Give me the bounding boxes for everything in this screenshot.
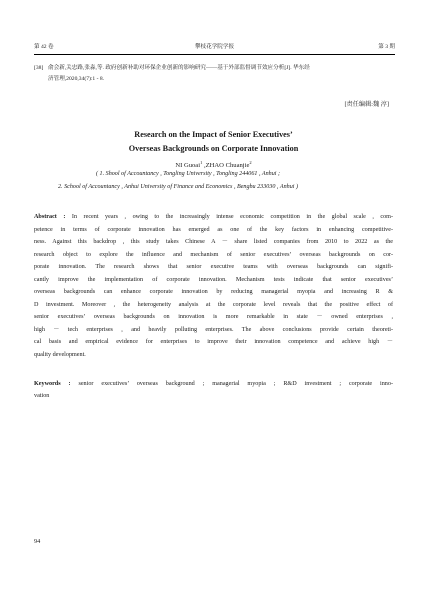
affiliation-marker: 2 [249, 160, 252, 165]
responsible-editor: [责任编辑:魏 淳] [344, 101, 389, 108]
reference-line-2: 济管理,2020,34(7):1 - 8. [48, 76, 105, 82]
abstract-line: petence in terms of corporate innovation has emerged as one of the key factors in enhancing competitive- [34, 226, 393, 233]
abstract-line: high － tech enterprises , and heavily polluting enterprises. The above conclusions provide certain theoreti- [34, 326, 393, 333]
abstract-line: Abstract : In recent years , owing to the increasingly intense economic competition in the global scale , com- [34, 214, 393, 220]
reference-entry [34, 63, 393, 85]
running-header [34, 43, 395, 55]
abstract-label: Abstract : [34, 214, 66, 220]
volume-label: 第 42 卷 [34, 44, 54, 50]
title-line-1: Research on the Impact of Senior Executives’ [134, 130, 293, 139]
english-title [0, 128, 427, 156]
affiliation-1: ( 1. Shool of Accountancy , Tongling University , Tongling 244061 , Anhui ; [96, 171, 280, 177]
abstract-line: research object to explore the influence and mechanism of senior executives’ overseas backgrounds on cor- [34, 251, 393, 258]
keywords [34, 378, 393, 402]
abstract-line: senior executives’ overseas backgrounds on innovation is more remarkable in state － owned enterprises , [34, 314, 393, 321]
issue-label: 第 3 期 [378, 44, 395, 50]
abstract-line: D investment. Moreover , the heterogeneity analysis at the corporate level reveals that the positive effect of [34, 301, 393, 308]
reference-number: [38] [34, 65, 44, 71]
author-list [0, 158, 427, 170]
journal-name: 攀枝花学院学报 [194, 44, 235, 50]
keywords-line: Keywords : senior executives’ overseas background ; managerial myopia ; R&D investment ; corporate inno- [34, 381, 393, 387]
keywords-label: Keywords : [34, 381, 71, 387]
abstract-line: overseas backgrounds can enhance corporate innovation by reducing managerial myopia and increasing R & [34, 289, 393, 296]
affiliation-marker: 1 [200, 160, 203, 165]
abstract-line: cantly improve the implementation of corporate innovation. Mechanism tests indicate that senior executives’ [34, 276, 393, 283]
abstract-line: porate innovation. The research shows that senior executive teams with overseas backgrounds can signifi- [34, 264, 393, 271]
author-name: ZHAO Chuanjie [205, 162, 250, 170]
abstract [34, 211, 393, 362]
affiliation-2: 2. School of Accountancy , Anhui University of Finance and Economics , Bengbu 233030 , Anhui ) [58, 184, 298, 190]
abstract-line: ness. Against this backdrop , this study takes Chinese A － share listed companies from 2010 to 2022 as the [34, 239, 393, 246]
title-line-2: Overseas Backgrounds on Corporate Innovation [128, 144, 299, 153]
page-number: 94 [34, 538, 41, 545]
abstract-line: quality development. [34, 352, 86, 359]
keywords-line: vation [34, 393, 50, 400]
abstract-line: cal basis and empirical evidence for enterprises to improve their innovation competence and achieve high － [34, 339, 393, 346]
author-name: NI Guoai [175, 162, 201, 170]
author-separator: , [202, 162, 206, 170]
reference-line-1: 俞会新,关忠路,张淼,等. 政府创新补助对环保企业创新的影响研究——基于外部监督调节效应分析[J]. 华东经 [48, 65, 310, 71]
